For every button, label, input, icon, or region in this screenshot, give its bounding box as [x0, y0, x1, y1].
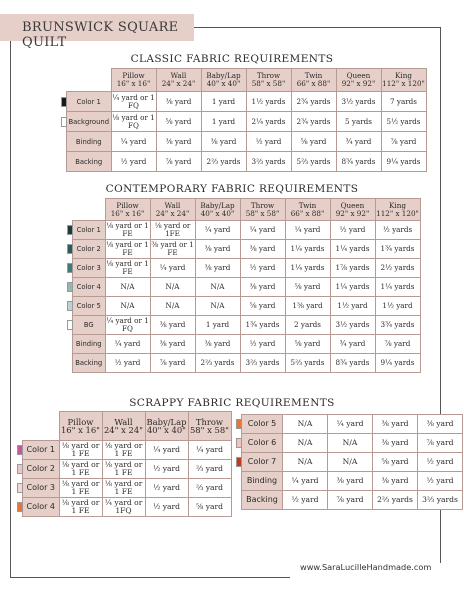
table-cell: ⅛ yard or 1 FE: [59, 479, 102, 498]
table-cell: ½ yard: [145, 498, 188, 517]
table-cell: 5⅔ yards: [285, 354, 330, 373]
table-row: [242, 453, 463, 472]
row-label-text: Color 2: [26, 464, 56, 473]
size-header: [291, 69, 336, 92]
table-row: [73, 316, 421, 335]
table-row: [73, 259, 421, 278]
table-cell: ½ yard: [240, 335, 285, 354]
size-name: Twin: [298, 200, 317, 210]
table-cell: ⅞ yard: [150, 354, 195, 373]
table-row: [242, 472, 463, 491]
table-cell: 1½ yard: [330, 297, 375, 316]
size-header: [375, 199, 420, 221]
table-cell: ¼ yard: [188, 441, 231, 460]
table-cell: 2½ yards: [375, 259, 420, 278]
frame-line-bottom: [10, 577, 290, 578]
color-swatch: [67, 244, 73, 254]
color-swatch: [67, 282, 73, 292]
table-row: [73, 221, 421, 240]
table-cell: ½ yard: [246, 132, 291, 152]
table-cell: 2¼ yards: [246, 112, 291, 132]
table-cell: 3⅔ yards: [418, 491, 463, 510]
table-cell: N/A: [328, 453, 373, 472]
table-cell: 1½ yards: [246, 92, 291, 112]
table-row: [73, 335, 421, 354]
table-cell: 1½ yard: [375, 297, 420, 316]
row-label-text: Color 3: [76, 264, 101, 272]
row-label: [23, 441, 60, 460]
size-header: [111, 69, 156, 92]
table-cell: ⅜ yard: [328, 472, 373, 491]
size-dimensions: 112" x 120": [382, 79, 425, 88]
table-row: [67, 132, 427, 152]
row-label-text: Color 6: [247, 438, 277, 447]
table-cell: ½ yard: [145, 479, 188, 498]
size-dimensions: 16" x 16": [110, 208, 145, 218]
size-dimensions: 40" x 40": [206, 79, 241, 88]
size-name: Throw: [250, 200, 275, 210]
row-label: [73, 316, 106, 335]
row-label: [67, 152, 112, 172]
table-cell: 2⅔ yards: [195, 354, 240, 373]
table-cell: 3¾ yards: [375, 316, 420, 335]
table-cell: ⅜ yard: [150, 335, 195, 354]
table-cell: N/A: [105, 297, 150, 316]
table-row: [242, 415, 463, 434]
header-row: [23, 412, 232, 441]
size-header: [285, 199, 330, 221]
table-cell: ⅜ yard: [373, 434, 418, 453]
table-cell: 1¾ yards: [240, 316, 285, 335]
table-row: [73, 240, 421, 259]
row-label: [73, 335, 106, 354]
table-cell: 8¾ yards: [336, 152, 381, 172]
table-cell: 9¼ yards: [375, 354, 420, 373]
size-header: [105, 199, 150, 221]
table-cell: 2⅔ yards: [201, 152, 246, 172]
row-label-text: Binding: [75, 137, 102, 146]
table-cell: ⅝ yard: [156, 112, 201, 132]
table-cell: ⅔ yard: [188, 479, 231, 498]
table-cell: 3⅔ yards: [240, 354, 285, 373]
row-label: [242, 472, 283, 491]
row-label-text: Color 2: [76, 245, 101, 253]
table-row: [23, 498, 232, 517]
color-swatch: [61, 97, 67, 107]
row-label: [73, 259, 106, 278]
size-dimensions: 58" x 58": [251, 79, 286, 88]
size-header: [195, 199, 240, 221]
table-cell: ¼ yard: [105, 335, 150, 354]
table-cell: 1⅜ yard: [285, 297, 330, 316]
table-cell: N/A: [195, 278, 240, 297]
color-swatch: [67, 301, 73, 311]
table-cell: ⅝ yard: [285, 335, 330, 354]
size-header: [336, 69, 381, 92]
table-cell: 9¼ yards: [381, 152, 426, 172]
table-cell: 1¼ yards: [330, 240, 375, 259]
table-row: [67, 92, 427, 112]
size-name: Twin: [304, 71, 323, 80]
table-cell: N/A: [150, 297, 195, 316]
color-swatch: [236, 419, 242, 429]
size-name: Baby/Lap: [206, 71, 241, 80]
size-name: Pillow: [67, 417, 94, 427]
table-cell: 5 yards: [336, 112, 381, 132]
size-header: [188, 412, 231, 441]
header-corner: [73, 199, 106, 221]
table-cell: ⅞ yard: [375, 335, 420, 354]
table-row: [73, 297, 421, 316]
table-cell: 1¾ yards: [375, 240, 420, 259]
color-swatch: [17, 445, 23, 455]
table-row: [242, 434, 463, 453]
table-cell: N/A: [283, 453, 328, 472]
frame-line-top: [194, 27, 440, 28]
table-cell: ⅜ yard: [240, 278, 285, 297]
frame-line-left: [10, 41, 11, 577]
table-cell: ⅜ yard: [195, 259, 240, 278]
table-cell: ¼ yard or 1FQ: [102, 498, 145, 517]
table-cell: ⅜ yard: [373, 415, 418, 434]
row-label: [73, 278, 106, 297]
color-swatch: [67, 320, 73, 330]
table-cell: ¼ yard: [285, 221, 330, 240]
scrappy-right-table: [241, 414, 463, 510]
table-cell: ¼ yard: [328, 415, 373, 434]
size-header: [156, 69, 201, 92]
table-cell: ¼ yard: [283, 472, 328, 491]
table-cell: ⅜ yard or 1 FE: [151, 240, 194, 257]
table-cell: 8¾ yards: [330, 354, 375, 373]
table-row: [73, 278, 421, 297]
table-cell: ⅜ yard: [195, 335, 240, 354]
table-cell: ⅝ yard: [188, 498, 231, 517]
size-name: King: [395, 71, 412, 80]
size-dimensions: 58" x 58": [189, 425, 230, 435]
table-cell: ⅛ yard or 1 FE: [102, 441, 145, 460]
table-row: [23, 460, 232, 479]
header-row: [73, 199, 421, 221]
table-cell: ⅜ yard: [373, 472, 418, 491]
header-corner: [67, 69, 112, 92]
classic-table: [66, 68, 427, 172]
row-label-text: Color 4: [76, 283, 101, 291]
color-swatch: [236, 457, 242, 467]
contemporary-table: [72, 198, 421, 373]
size-dimensions: 40" x 40": [146, 425, 187, 435]
row-label-text: Color 4: [26, 502, 56, 511]
size-dimensions: 40" x 40": [200, 208, 235, 218]
table-cell: 1¼ yards: [330, 278, 375, 297]
table-cell: ¼ yard or 1 FQ: [112, 92, 155, 110]
table-cell: 5⅔ yards: [291, 152, 336, 172]
row-label: [73, 221, 106, 240]
size-header: [145, 412, 188, 441]
table-cell: ¼ yard: [150, 259, 195, 278]
size-dimensions: 24" x 24": [103, 425, 144, 435]
color-swatch: [67, 225, 73, 235]
size-dimensions: 24" x 24": [161, 79, 196, 88]
row-label: [242, 491, 283, 510]
table-cell: ⅝ yard: [373, 453, 418, 472]
table-cell: ½ yard: [105, 354, 150, 373]
table-cell: ¼ yard: [195, 221, 240, 240]
row-label: [23, 479, 60, 498]
size-dimensions: 92" x 92": [341, 79, 376, 88]
table-cell: ⅜ yard: [201, 132, 246, 152]
table-cell: 3½ yards: [330, 316, 375, 335]
table-cell: ⅛ yard or 1 FE: [59, 441, 102, 460]
size-name: Queen: [340, 200, 365, 210]
table-cell: ⅜ yard: [150, 316, 195, 335]
table-row: [242, 491, 463, 510]
scrappy-left-table: [22, 411, 232, 517]
row-label: [23, 460, 60, 479]
row-label-text: Color 7: [247, 457, 277, 466]
row-label-text: Color 1: [26, 445, 56, 454]
size-dimensions: 16" x 16": [116, 79, 151, 88]
table-cell: ¾ yard: [336, 132, 381, 152]
row-label-text: Color 1: [76, 226, 101, 234]
table-cell: ½ yard: [330, 221, 375, 240]
size-name: Baby/Lap: [146, 417, 187, 427]
size-header: [240, 199, 285, 221]
size-name: Wall: [164, 200, 181, 210]
row-label-text: Background: [68, 117, 110, 126]
table-cell: ⅝ yard: [285, 278, 330, 297]
size-header: [201, 69, 246, 92]
size-dimensions: 92" x 92": [335, 208, 370, 218]
color-swatch: [17, 464, 23, 474]
size-header: [59, 412, 102, 441]
row-label-text: Binding: [246, 476, 278, 485]
size-dimensions: 58" x 58": [245, 208, 280, 218]
table-cell: ⅞ yard: [418, 434, 463, 453]
table-cell: ½ yard: [240, 259, 285, 278]
table-cell: ½ yard: [283, 491, 328, 510]
table-cell: ⅛ yard or 1 FE: [102, 479, 145, 498]
color-swatch: [17, 502, 23, 512]
table-cell: ⅝ yard: [240, 297, 285, 316]
size-header: [381, 69, 426, 92]
table-cell: 1 yard: [201, 92, 246, 112]
table-cell: ¼ yard: [111, 132, 156, 152]
scrappy-heading: SCRAPPY FABRIC REQUIREMENTS: [129, 397, 335, 409]
size-dimensions: 24" x 24": [155, 208, 190, 218]
table-cell: ⅛ yard or 1 FE: [106, 240, 149, 257]
row-label: [73, 297, 106, 316]
table-cell: ¼ yard: [145, 441, 188, 460]
size-name: Throw: [195, 417, 224, 427]
table-row: [23, 441, 232, 460]
table-cell: ½ yard: [418, 472, 463, 491]
table-cell: ⅛ yard or 1 FE: [106, 259, 149, 276]
table-cell: ⅛ yard or 1 FE: [102, 460, 145, 479]
table-cell: N/A: [105, 278, 150, 297]
table-cell: ½ yards: [375, 221, 420, 240]
table-cell: ⅜ yard: [156, 92, 201, 112]
table-cell: 3⅔ yards: [246, 152, 291, 172]
table-cell: 1¼ yards: [285, 259, 330, 278]
size-dimensions: 16" x 16": [60, 425, 101, 435]
size-header: [330, 199, 375, 221]
row-label-text: BG: [83, 321, 94, 329]
table-cell: 1¼ yards: [375, 278, 420, 297]
table-cell: ⅛ yard or 1 FE: [59, 460, 102, 479]
table-cell: 2¾ yards: [291, 92, 336, 112]
table-cell: 3½ yards: [336, 92, 381, 112]
table-cell: 1¼ yards: [285, 240, 330, 259]
table-cell: 1 yard: [201, 112, 246, 132]
size-name: Wall: [114, 417, 133, 427]
size-name: Wall: [170, 71, 187, 80]
table-cell: 7 yards: [381, 92, 426, 112]
row-label: [67, 132, 112, 152]
size-dimensions: 66" x 88": [290, 208, 325, 218]
size-dimensions: 112" x 120": [376, 208, 419, 218]
table-cell: 1 yard: [195, 316, 240, 335]
table-row: [67, 152, 427, 172]
row-label: [67, 92, 112, 112]
table-cell: 1⅞ yards: [330, 259, 375, 278]
website-url: www.SaraLucilleHandmade.com: [300, 562, 432, 572]
row-label: [73, 354, 106, 373]
page-title: BRUNSWICK SQUARE QUILT: [22, 20, 179, 50]
size-name: Baby/Lap: [200, 200, 235, 210]
table-cell: ½ yard: [418, 453, 463, 472]
size-name: Throw: [256, 71, 281, 80]
row-label-text: Color 5: [76, 302, 101, 310]
table-cell: N/A: [328, 434, 373, 453]
row-label-text: Color 1: [76, 97, 101, 106]
table-cell: ⅛ yard or 1 FQ: [112, 112, 155, 130]
table-row: [23, 479, 232, 498]
title-band: [0, 14, 194, 50]
table-cell: ⅜ yard: [195, 240, 240, 259]
row-label-text: Backing: [246, 495, 278, 504]
row-label: [67, 112, 112, 132]
table-cell: ¼ yard: [240, 221, 285, 240]
size-header: [246, 69, 291, 92]
table-cell: 2 yards: [285, 316, 330, 335]
table-cell: ⅝ yard: [291, 132, 336, 152]
table-cell: ⅛ yard or 1 FE: [59, 498, 102, 517]
size-name: Pillow: [122, 71, 145, 80]
color-swatch: [236, 438, 242, 448]
table-row: [67, 112, 427, 132]
table-row: [73, 354, 421, 373]
row-label: [242, 415, 283, 434]
table-cell: ½ yard: [111, 152, 156, 172]
row-label: [23, 498, 60, 517]
color-swatch: [67, 263, 73, 273]
table-cell: 2⅔ yards: [373, 491, 418, 510]
table-cell: N/A: [283, 415, 328, 434]
row-label-text: Color 5: [247, 419, 277, 428]
size-header: [102, 412, 145, 441]
color-swatch: [61, 117, 67, 127]
table-cell: 2¾ yards: [291, 112, 336, 132]
color-swatch: [17, 483, 23, 493]
size-dimensions: 66" x 88": [296, 79, 331, 88]
table-cell: 5½ yards: [381, 112, 426, 132]
size-name: Pillow: [116, 200, 139, 210]
table-cell: ⅛ yard or 1 FE: [106, 221, 149, 238]
table-cell: ⅞ yard: [328, 491, 373, 510]
table-cell: N/A: [150, 278, 195, 297]
row-label-text: Backing: [75, 359, 103, 367]
table-cell: ⅜ yard: [156, 132, 201, 152]
row-label-text: Backing: [75, 157, 103, 166]
row-label: [242, 453, 283, 472]
contemporary-heading: CONTEMPORARY FABRIC REQUIREMENTS: [105, 183, 359, 195]
header-corner: [23, 412, 60, 441]
size-name: King: [389, 200, 406, 210]
table-cell: ⅞ yard: [156, 152, 201, 172]
row-label-text: Binding: [75, 340, 102, 348]
row-label: [73, 240, 106, 259]
table-cell: ¼ yard or 1 FQ: [106, 316, 149, 333]
row-label-text: Color 3: [26, 483, 56, 492]
table-cell: N/A: [283, 434, 328, 453]
table-cell: ¾ yard: [330, 335, 375, 354]
table-cell: ⅞ yard: [381, 132, 426, 152]
table-cell: N/A: [195, 297, 240, 316]
classic-heading: CLASSIC FABRIC REQUIREMENTS: [130, 53, 334, 65]
size-header: [150, 199, 195, 221]
header-row: [67, 69, 427, 92]
size-name: Queen: [346, 71, 371, 80]
row-label: [242, 434, 283, 453]
table-cell: ½ yard: [145, 460, 188, 479]
table-cell: ⅜ yard: [418, 415, 463, 434]
table-cell: ⅜ yard: [240, 240, 285, 259]
table-cell: ⅔ yard: [188, 460, 231, 479]
table-cell: ⅛ yard or 1FE: [150, 221, 195, 240]
